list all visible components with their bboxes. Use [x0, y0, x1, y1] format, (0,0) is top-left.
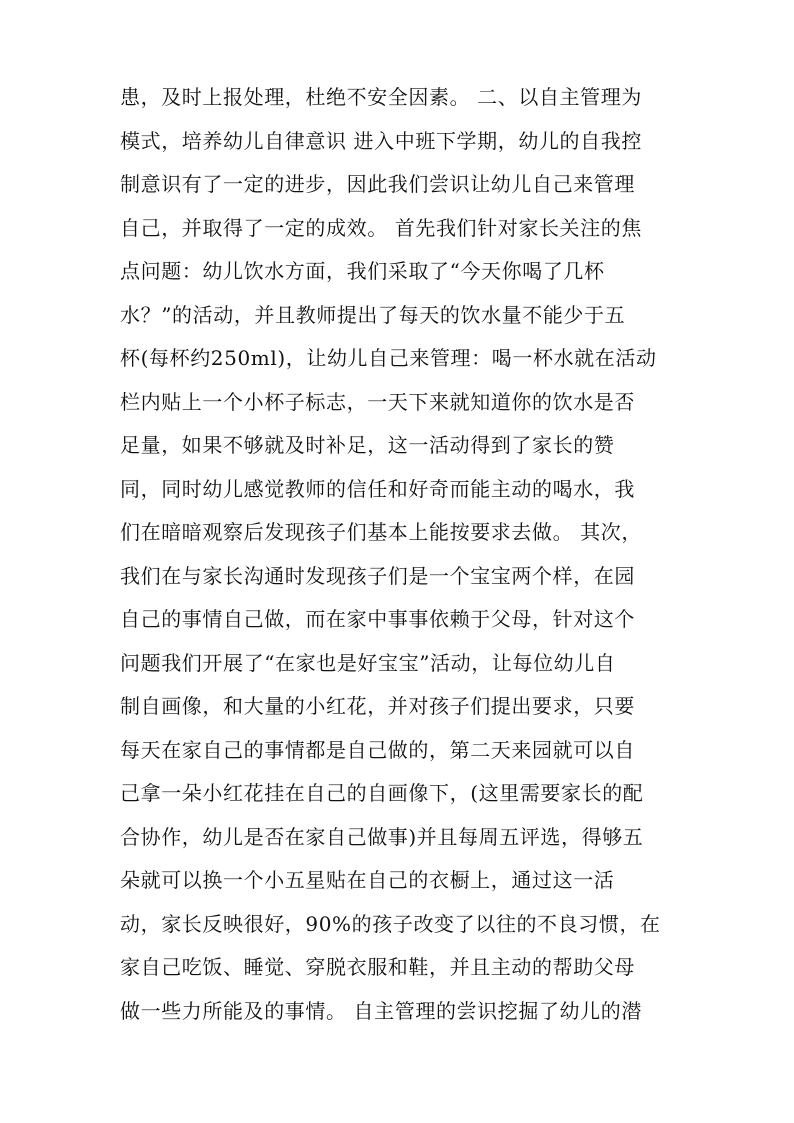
text-line-12: 我们在与家长沟通时发现孩子们是一个宝宝两个样，在园 — [120, 563, 635, 588]
text-line-22: 做一些力所能及的事情。 自主管理的尝识挖掘了幼儿的潜 — [120, 998, 642, 1023]
text-line-16: 每天在家自己的事情都是自己做的，第二天来园就可以自 — [120, 737, 635, 762]
text-line-20: 动，家长反映很好，90%的孩子改变了以往的不良习惯，在 — [120, 911, 661, 936]
text-line-1: 患，及时上报处理，杜绝不安全因素。 二、以自主管理为 — [120, 85, 642, 109]
text-line-13: 自己的事情自己做，而在家中事事依赖于父母，针对这个 — [120, 607, 635, 631]
text-line-3: 制意识有了一定的进步，因此我们尝识让幼儿自己来管理 — [120, 172, 635, 196]
text-line-18: 合协作，幼儿是否在家自己做事)并且每周五评选，得够五 — [120, 824, 644, 849]
text-line-2: 模式，培养幼儿自律意识 进入中班下学期，幼儿的自我控 — [120, 128, 642, 153]
text-line-6: 水？”的活动，并且教师提出了每天的饮水量不能少于五 — [120, 302, 626, 327]
text-line-7: 杯(每杯约250ml)，让幼儿自己来管理：喝一杯水就在活动 — [120, 346, 657, 370]
text-line-5: 点问题：幼儿饮水方面，我们采取了“今天你喝了几杯 — [120, 259, 605, 283]
text-line-14: 问题我们开展了“在家也是好宝宝”活动，让每位幼儿自 — [120, 650, 616, 675]
text-line-10: 同，同时幼儿感觉教师的信任和好奇而能主动的喝水，我 — [120, 476, 635, 501]
body-text — [120, 76, 680, 1033]
text-line-15: 制自画像，和大量的小红花，并对孩子们提出要求，只要 — [120, 694, 635, 718]
text-line-8: 栏内贴上一个小杯子标志，一天下来就知道你的饮水是否 — [120, 389, 635, 414]
text-line-9: 足量，如果不够就及时补足，这一活动得到了家长的赞 — [120, 433, 615, 457]
text-line-21: 家自己吃饭、睡觉、穿脱衣服和鞋，并且主动的帮助父母 — [120, 955, 635, 979]
text-line-4: 自己，并取得了一定的成效。 首先我们针对家长关注的焦 — [120, 215, 642, 240]
text-line-11: 们在暗暗观察后发现孩子们基本上能按要求去做。 其次， — [120, 520, 642, 544]
text-line-17: 己拿一朵小红花挂在自己的自画像下，(这里需要家长的配 — [120, 781, 644, 805]
text-line-19: 朵就可以换一个小五星贴在自己的衣橱上，通过这一活 — [120, 868, 615, 892]
